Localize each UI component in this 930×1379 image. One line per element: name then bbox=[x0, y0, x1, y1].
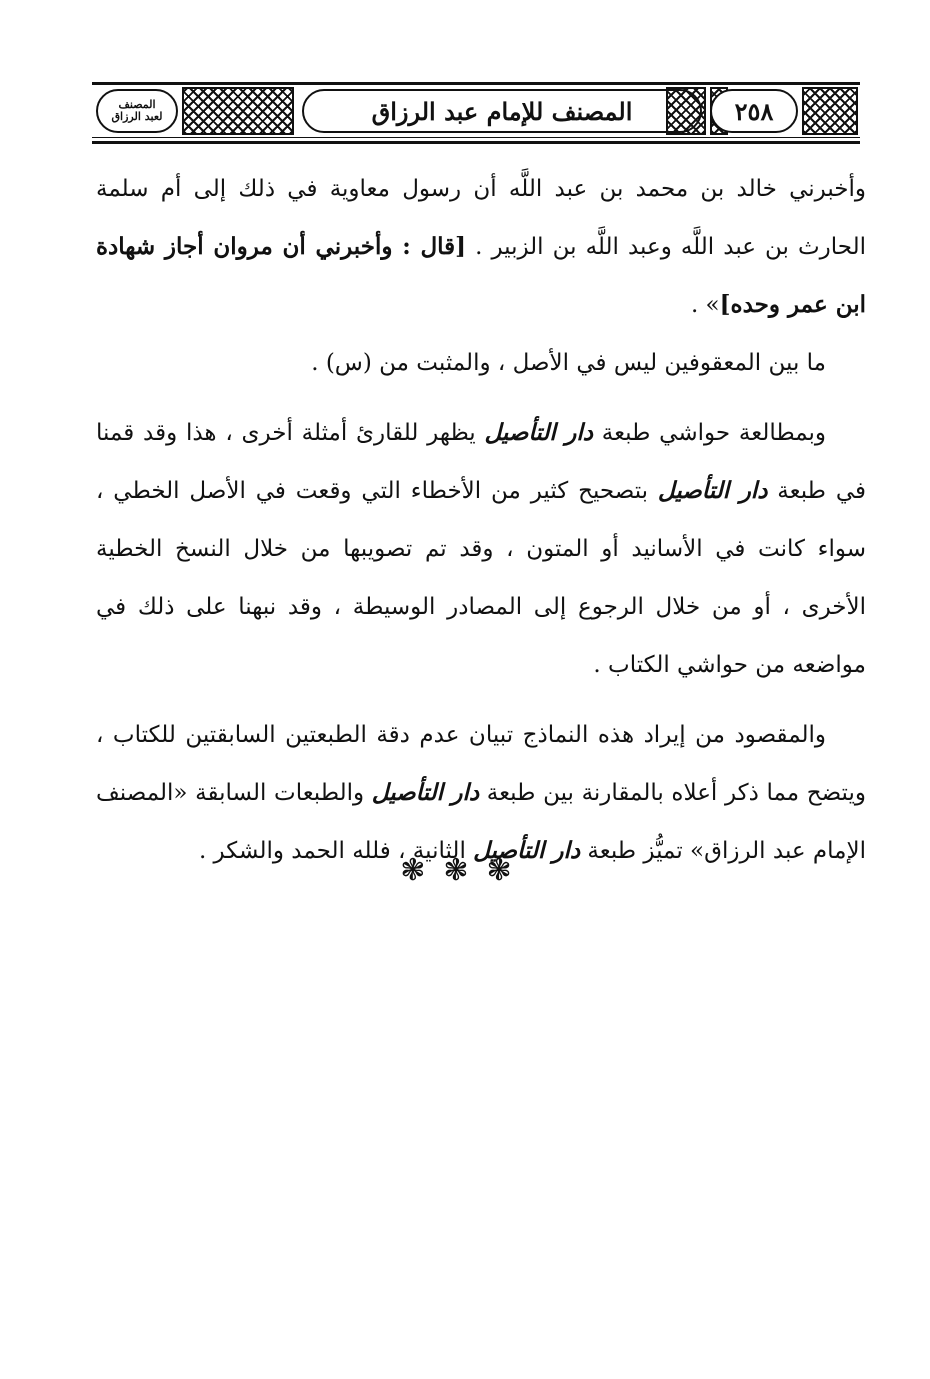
paragraph-corrections bbox=[96, 404, 866, 694]
paragraph-note bbox=[96, 334, 866, 392]
p4-text-c: الثانية ، فلله الحمد والشكر . bbox=[198, 838, 474, 864]
header-rule-top bbox=[92, 82, 860, 85]
p1-bold-addition: [قال : وأخبرني أن مروان أجاز شهادة ابن عمر وحده] bbox=[96, 233, 866, 318]
paragraph-quote-end bbox=[96, 160, 866, 334]
publisher-name: دار التأصيل bbox=[484, 419, 593, 446]
p3-text-a: وبمطالعة حواشي طبعة bbox=[592, 420, 827, 446]
p4-text-a: والمقصود من إيراد هذه النماذج تبيان عدم دقة الطبعتين السابقتين للكتاب ، ويتضح مما ذكر أعلاه بالمقارنة بين طبعة bbox=[96, 722, 867, 806]
p2-text: ما بين المعقوفين ليس في الأصل ، والمثبت من (س) . bbox=[311, 350, 826, 376]
running-title bbox=[302, 89, 702, 133]
page-body bbox=[96, 160, 866, 880]
header-rule-inner bbox=[92, 137, 860, 138]
logo-line-1: المصنف bbox=[118, 98, 156, 111]
p1-text: وأخبرني خالد بن محمد بن عبد اللَّه أن رسول معاوية في ذلك إلى أم سلمة الحارث بن عبد اللَّه وعبد اللَّه بن الزبير . bbox=[96, 176, 866, 260]
running-title-text: المصنف للإمام عبد الرزاق bbox=[371, 96, 633, 126]
header-rule-bottom bbox=[92, 141, 860, 144]
publisher-name: دار التأصيل bbox=[657, 477, 768, 504]
p1-closing: » . bbox=[690, 292, 720, 318]
ornament-right-icon bbox=[802, 87, 858, 135]
p3-text-b: يظهر للقارئ أمثلة أخرى ، هذا وقد قمنا في طبعة bbox=[96, 420, 866, 504]
p3-text-c: بتصحيح كثير من الأخطاء التي وقعت في الأصل الخطي ، سواء كانت في الأسانيد أو المتون ، وقد تم تصويبها من خلال النسخ الخطية الأخرى ، أو من خلال الرجوع إلى المصادر الوسيطة ، وقد نبهنا على ذلك في مواضعه من حواشي الكتاب . bbox=[96, 478, 866, 678]
section-end-stars: ❃❃❃ bbox=[400, 853, 530, 888]
series-logo bbox=[96, 89, 178, 133]
publisher-name: دار التأصيل bbox=[473, 837, 581, 864]
page-number-text: ٢٥٨ bbox=[734, 96, 774, 126]
p4-text-b: والطبعات السابقة «المصنف الإمام عبد الرزاق» تميُّز طبعة bbox=[96, 780, 866, 864]
logo-line-2: لعبد الرزاق bbox=[111, 110, 163, 123]
ornament-middle-right-icon bbox=[666, 87, 706, 135]
page-header bbox=[92, 82, 860, 144]
page-number bbox=[710, 89, 798, 133]
ornament-left-icon bbox=[182, 87, 294, 135]
publisher-name: دار التأصيل bbox=[371, 779, 480, 806]
